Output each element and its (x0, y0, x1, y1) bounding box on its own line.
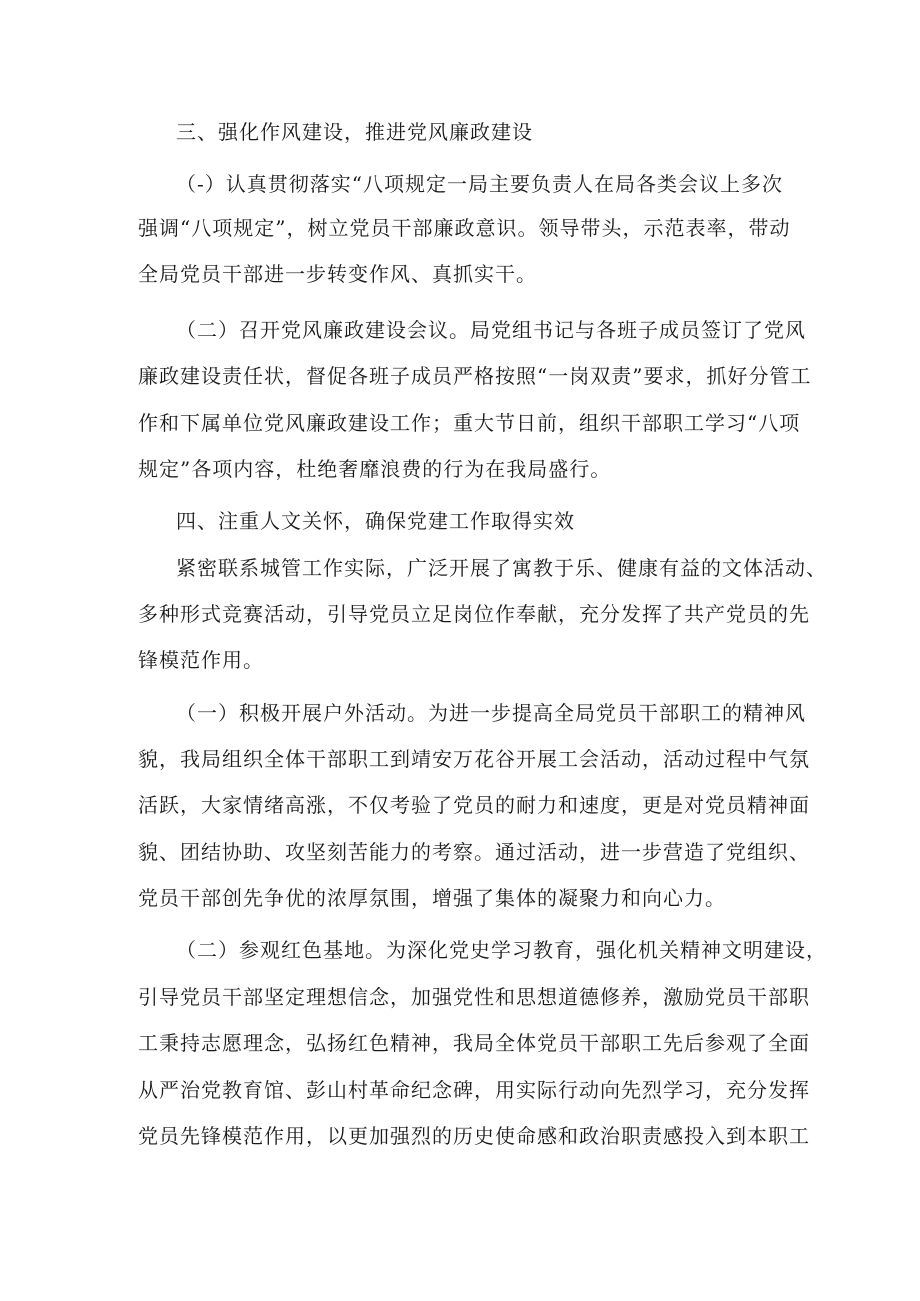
paragraph-line: （二）召开党风廉政建设会议。局党组书记与各班子成员签订了党风 (176, 318, 806, 342)
paragraph-line: 廉政建设责任状，督促各班子成员严格按照“一岗双责”要求，抓好分管工 (138, 364, 812, 388)
paragraph-line: （一）积极开展户外活动。为进一步提高全局党员干部职工的精神风 (176, 701, 806, 725)
paragraph-line: 多种形式竞赛活动，引导党员立足岗位作奉献，充分发挥了共产党员的先 (138, 602, 810, 626)
paragraph-line: 强调“八项规定”，树立党员干部廉政意识。领导带头，示范表率，带动 (138, 216, 791, 240)
paragraph-line: 从严治党教育馆、彭山村革命纪念碑，用实际行动向先烈学习，充分发挥 (138, 1078, 810, 1102)
paragraph-line: 工秉持志愿理念，弘扬红色精神，我局全体党员干部职工先后参观了全面 (138, 1031, 810, 1055)
paragraph-line: 作和下属单位党风廉政建设工作；重大节日前，组织干部职工学习“八项 (138, 411, 801, 435)
paragraph-line: 貌、团结协助、攻坚刻苦能力的考察。通过活动，进一步营造了党组织、 (138, 840, 810, 864)
paragraph-line: 党员先锋模范作用，以更加强烈的历史使命感和政治职责感投入到本职工 (138, 1124, 810, 1148)
paragraph-line: 引导党员干部坚定理想信念，加强党性和思想道德修养，激励党员干部职 (138, 985, 810, 1009)
paragraph-line: 规定”各项内容，杜绝奢靡浪费的行为在我局盛行。 (138, 457, 612, 481)
section-heading-3: 三、强化作风建设，推进党风廉政建设 (176, 120, 533, 144)
paragraph-line: 党员干部创先争优的浓厚氛围，增强了集体的凝聚力和向心力。 (138, 886, 726, 910)
paragraph-line: （-）认真贯彻落实“八项规定一局主要负责人在局各类会议上多次 (176, 172, 783, 196)
section-heading-4: 四、注重人文关怀，确保党建工作取得实效 (176, 509, 575, 533)
paragraph-line: （二）参观红色基地。为深化党史学习教育，强化机关精神文明建设， (176, 938, 827, 962)
paragraph-line: 锋模范作用。 (138, 648, 264, 672)
paragraph-line: 貌，我局组织全体干部职工到靖安万花谷开展工会活动，活动过程中气氛 (138, 747, 810, 771)
paragraph-line: 全局党员干部进一步转变作风、真抓实干。 (138, 262, 537, 286)
paragraph-line: 活跃，大家情绪高涨，不仅考验了党员的耐力和速度，更是对党员精神面 (138, 793, 810, 817)
paragraph-line: 紧密联系城管工作实际，广泛开展了寓教于乐、健康有益的文体活动、 (176, 556, 827, 580)
